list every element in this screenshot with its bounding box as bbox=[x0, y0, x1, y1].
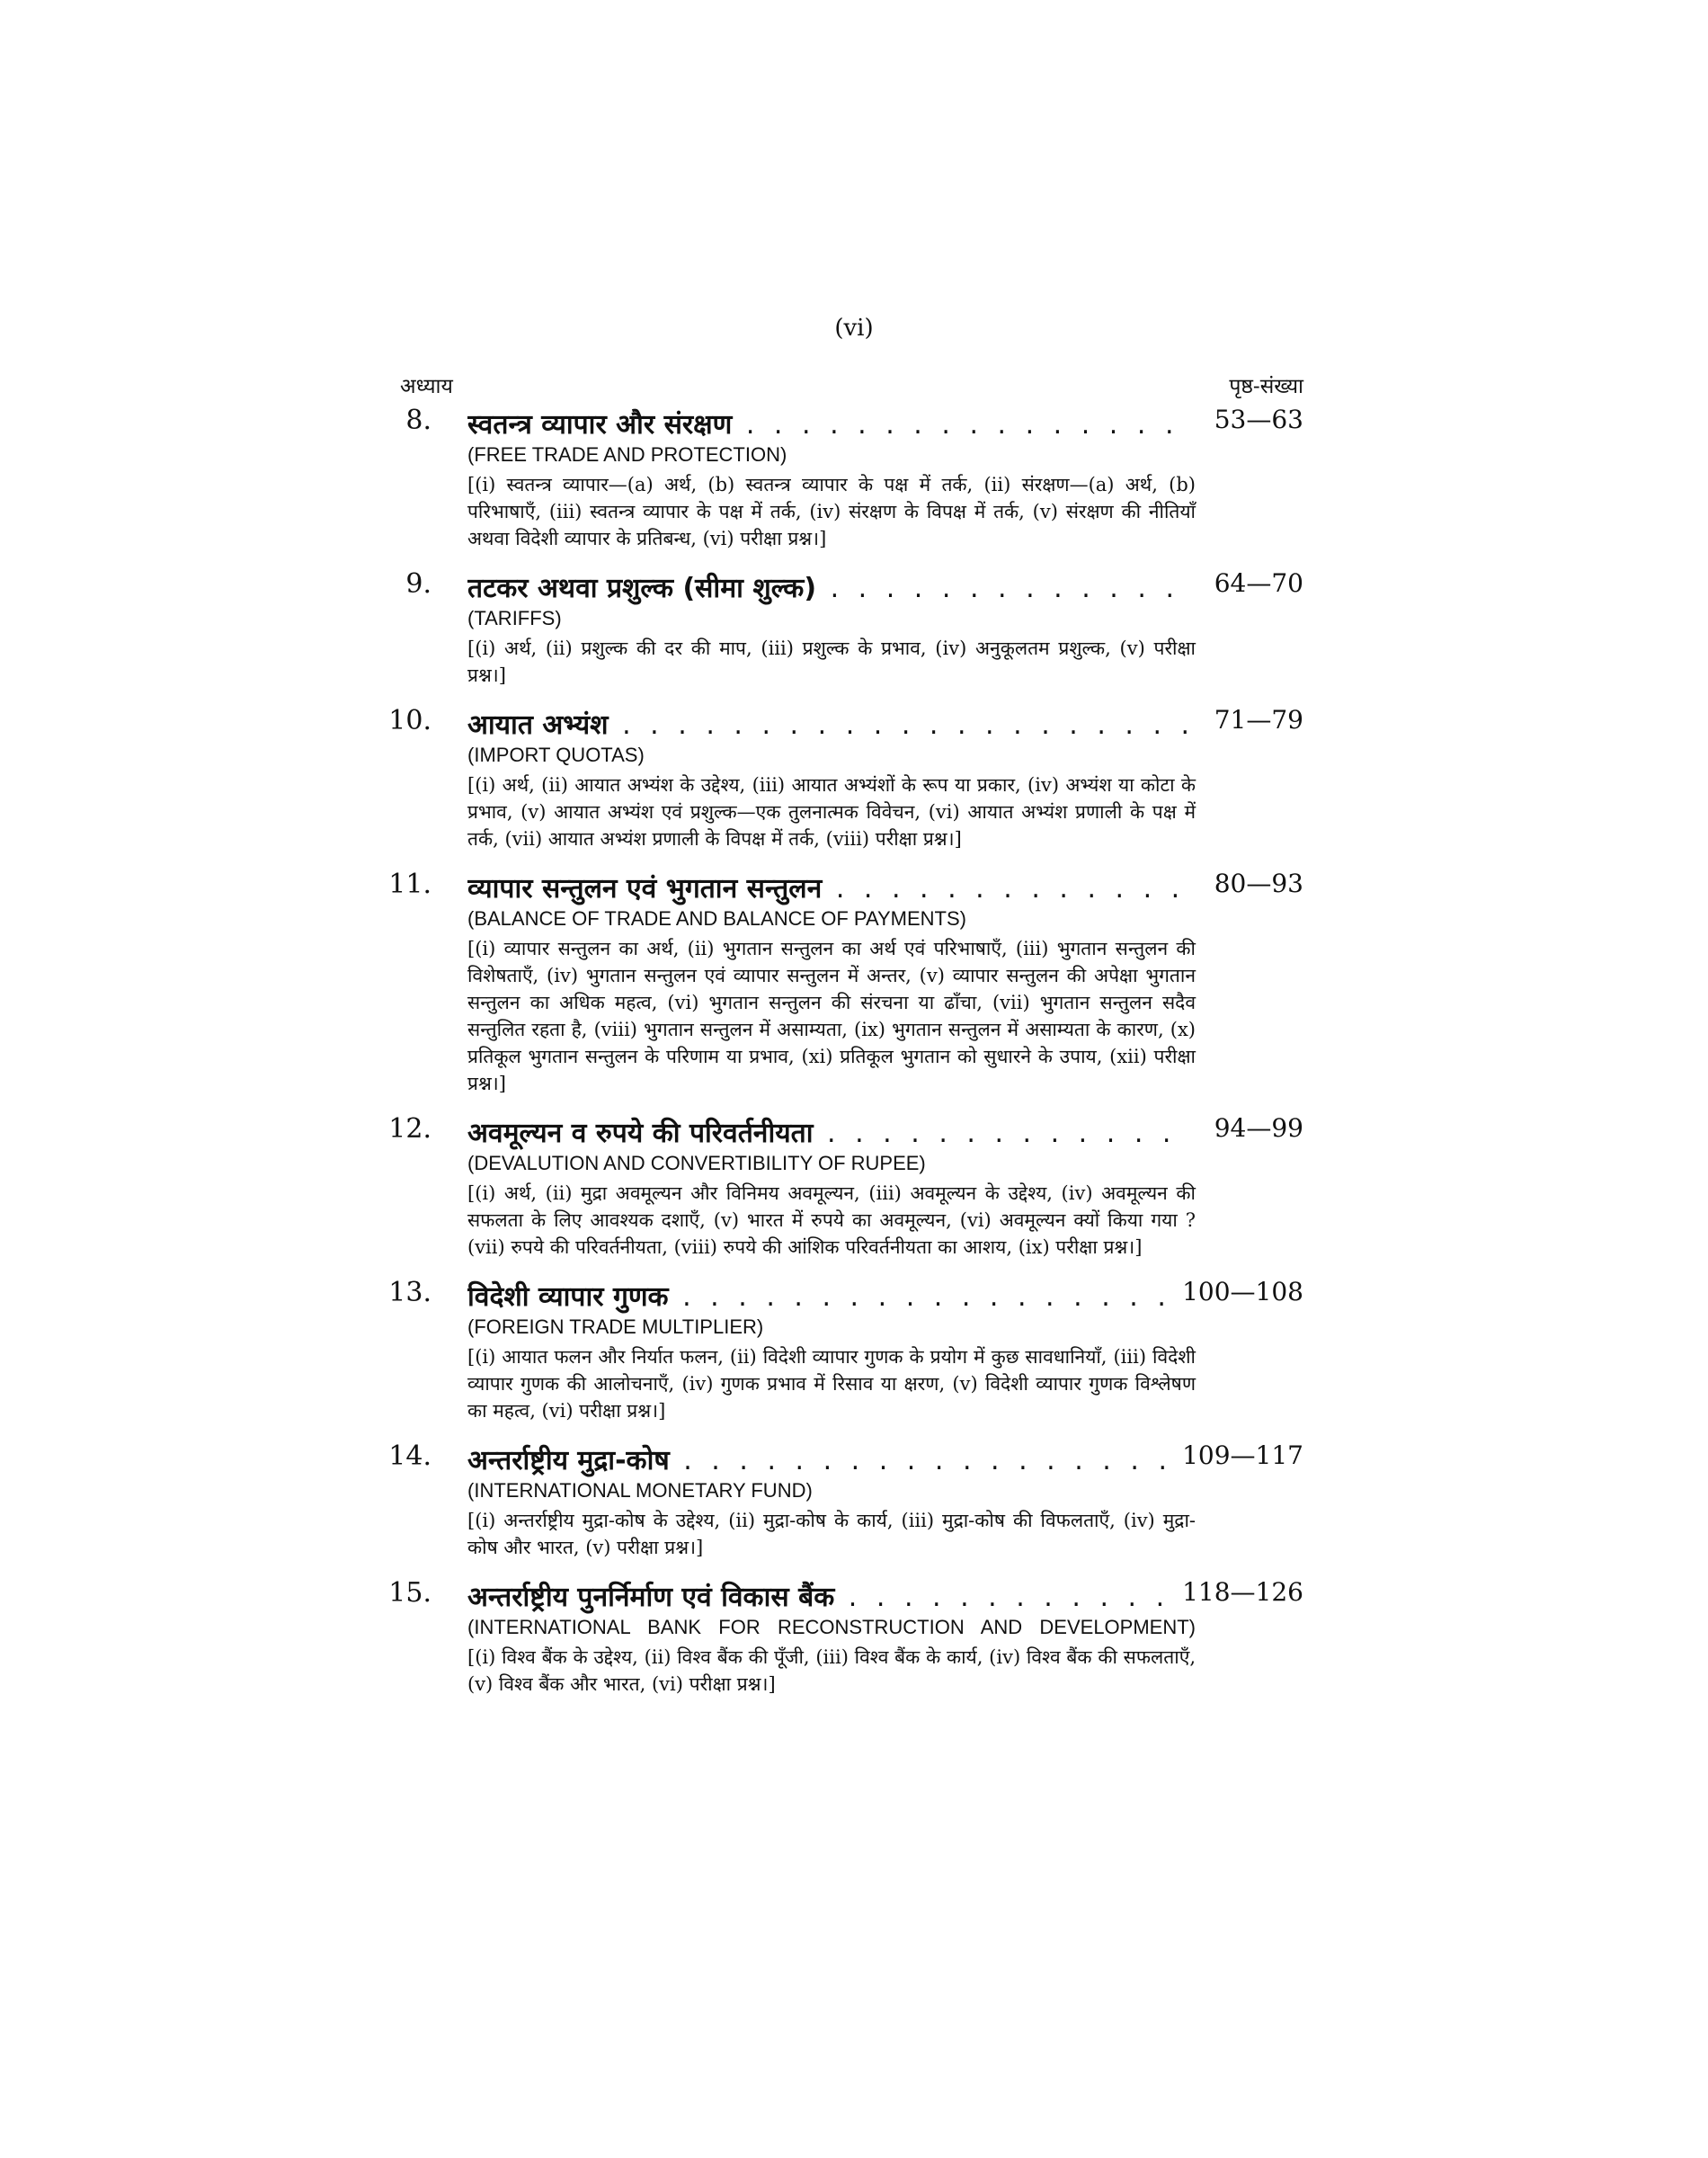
chapter-title: स्वतन्त्र व्यापार और संरक्षण . . . bbox=[467, 405, 1187, 441]
chapter-title: अवमूल्यन व रुपये की परिवर्तनीयता . . . bbox=[467, 1113, 1187, 1150]
chapter-title: तटकर अथवा प्रशुल्क (सीमा शुल्क) . . . bbox=[467, 568, 1187, 605]
chapter-english-title: (FREE TRADE AND PROTECTION) bbox=[467, 443, 787, 466]
chapter-number: 9. bbox=[405, 568, 431, 600]
chapter-number: 14. bbox=[388, 1440, 431, 1472]
page-range: 109—117 bbox=[1173, 1440, 1303, 1470]
chapter-number: 8. bbox=[405, 405, 431, 436]
chapter-contents: [(i) अर्थ, (ii) प्रशुल्क की दर की माप, (iii) प्रशुल्क के प्रभाव, (iv) अनुकूलतम प्रशुल्क, (v) परीक्षा प्रश्न।] bbox=[467, 638, 1196, 686]
chapter-english-title: (INTERNATIONAL BANK FOR RECONSTRUCTION AND DEVELOPMENT) bbox=[467, 1616, 1196, 1638]
chapter-contents: [(i) अन्तर्राष्ट्रीय मुद्रा-कोष के उद्देश्य, (ii) मुद्रा-कोष के कार्य, (iii) मुद्रा-कोष की विफलताएँ, (iv) मुद्रा-कोष और भारत, (v) परीक्षा प्रश्न।] bbox=[467, 1510, 1196, 1558]
toc-entry-10 bbox=[388, 705, 1303, 852]
chapter-contents: [(i) अर्थ, (ii) मुद्रा अवमूल्यन और विनिमय अवमूल्यन, (iii) अवमूल्यन के उद्देश्य, (iv) अवमूल्यन की सफलता के लिए आवश्यक दशाएँ, (v) भारत में रुपये का अवमूल्यन, (vi) अवमूल्यन क्यों किया गया ? (vii) रुपये की परिवर्तनीयता, (viii) रुपये की आंशिक परिवर्तनीयता का आशय, (ix) परीक्षा प्रश्न।] bbox=[467, 1182, 1196, 1258]
chapter-number: 11. bbox=[388, 869, 431, 900]
chapter-english-title: (INTERNATIONAL MONETARY FUND) bbox=[467, 1479, 813, 1502]
chapter-english-title: (DEVALUTION AND CONVERTIBILITY OF RUPEE) bbox=[467, 1152, 926, 1174]
toc-entry-9 bbox=[400, 568, 1303, 689]
chapter-number: 12. bbox=[388, 1113, 431, 1145]
chapter-contents: [(i) अर्थ, (ii) आयात अभ्यंश के उद्देश्य, (iii) आयात अभ्यंशों के रूप या प्रकार, (iv) अभ्यंश या कोटा के प्रभाव, (v) आयात अभ्यंश एवं प्रशुल्क—एक तुलनात्मक विवेचन, (vi) आयात अभ्यंश प्रणाली के पक्ष में तर्क, (vii) आयात अभ्यंश प्रणाली के विपक्ष में तर्क, (viii) परीक्षा प्रश्न।] bbox=[467, 774, 1196, 850]
chapter-number: 15. bbox=[388, 1577, 431, 1609]
chapter-contents: [(i) आयात फलन और निर्यात फलन, (ii) विदेशी व्यापार गुणक के प्रयोग में कुछ सावधानियाँ, (iii) विदेशी व्यापार गुणक की आलोचनाएँ, (iv) गुणक प्रभाव में रिसाव या क्षरण, (v) विदेशी व्यापार गुणक विश्लेषण का महत्व, (vi) परीक्षा प्रश्न।] bbox=[467, 1346, 1196, 1422]
toc-entry-15 bbox=[388, 1577, 1303, 1698]
toc-entry-14 bbox=[388, 1440, 1303, 1561]
page-column-label: पृष्ठ-संख्या bbox=[1229, 375, 1303, 398]
page-range: 100—108 bbox=[1173, 1277, 1303, 1306]
chapter-title: विदेशी व्यापार गुणक . . . bbox=[467, 1277, 1187, 1314]
toc-header bbox=[400, 370, 1303, 403]
page-range: 53—63 bbox=[1205, 405, 1303, 434]
chapter-number: 10. bbox=[388, 705, 431, 736]
page-range: 118—126 bbox=[1173, 1577, 1303, 1607]
chapter-title: अन्तर्राष्ट्रीय मुद्रा-कोष . . . bbox=[467, 1440, 1187, 1477]
chapter-english-title: (FOREIGN TRADE MULTIPLIER) bbox=[467, 1315, 764, 1338]
chapter-number: 13. bbox=[388, 1277, 431, 1308]
page-range: 94—99 bbox=[1205, 1113, 1303, 1143]
chapter-english-title: (IMPORT QUOTAS) bbox=[467, 744, 645, 766]
page-range: 71—79 bbox=[1205, 705, 1303, 735]
chapter-contents: [(i) व्यापार सन्तुलन का अर्थ, (ii) भुगतान सन्तुलन का अर्थ एवं परिभाषाएँ, (iii) भुगतान सन्तुलन की विशेषताएँ, (iv) भुगतान सन्तुलन एवं व्यापार सन्तुलन में अन्तर, (v) व्यापार सन्तुलन की अपेक्षा भुगतान सन्तुलन का अधिक महत्व, (vi) भुगतान सन्तुलन की संरचना या ढाँचा, (vii) भुगतान सन्तुलन सदैव सन्तुलित रहता है, (viii) भुगतान सन्तुलन में असाम्यता, (ix) भुगतान सन्तुलन में असाम्यता के कारण, (x) प्रतिकूल भुगतान सन्तुलन के परिणाम या प्रभाव, (xi) प्रतिकूल भुगतान को सुधारने के उपाय, (xii) परीक्षा प्रश्न।] bbox=[467, 938, 1196, 1094]
chapter-title: व्यापार सन्तुलन एवं भुगतान सन्तुलन . . . bbox=[467, 869, 1187, 905]
page-number: (vi) bbox=[834, 315, 874, 342]
chapter-contents: [(i) स्वतन्त्र व्यापार—(a) अर्थ, (b) स्वतन्त्र व्यापार के पक्ष में तर्क, (ii) संरक्षण—(a) अर्थ, (b) परिभाषाएँ, (iii) स्वतन्त्र व्यापार के पक्ष में तर्क, (iv) संरक्षण के विपक्ष में तर्क, (v) संरक्षण की नीतियाँ अथवा विदेशी व्यापार के प्रतिबन्ध, (vi) परीक्षा प्रश्न।] bbox=[467, 474, 1196, 549]
chapter-english-title: (BALANCE OF TRADE AND BALANCE OF PAYMENTS) bbox=[467, 907, 966, 930]
page-range: 80—93 bbox=[1205, 869, 1303, 898]
toc-entry-11 bbox=[388, 869, 1303, 1097]
toc-entry-12 bbox=[388, 1113, 1303, 1261]
chapter-title: अन्तर्राष्ट्रीय पुनर्निर्माण एवं विकास बैंक . . . bbox=[467, 1577, 1187, 1614]
chapter-title: आयात अभ्यंश . . . bbox=[467, 705, 1187, 742]
page-range: 64—70 bbox=[1205, 568, 1303, 598]
toc-entry-8 bbox=[400, 405, 1303, 552]
chapter-english-title: (TARIFFS) bbox=[467, 607, 562, 629]
toc-entry-13 bbox=[388, 1277, 1303, 1424]
chapter-column-label: अध्याय bbox=[400, 375, 453, 398]
toc-list bbox=[388, 405, 1303, 1714]
chapter-contents: [(i) विश्व बैंक के उद्देश्य, (ii) विश्व बैंक की पूँजी, (iii) विश्व बैंक के कार्य, (iv) विश्व बैंक की सफलताएँ, (v) विश्व बैंक और भारत, (vi) परीक्षा प्रश्न।] bbox=[467, 1646, 1196, 1695]
